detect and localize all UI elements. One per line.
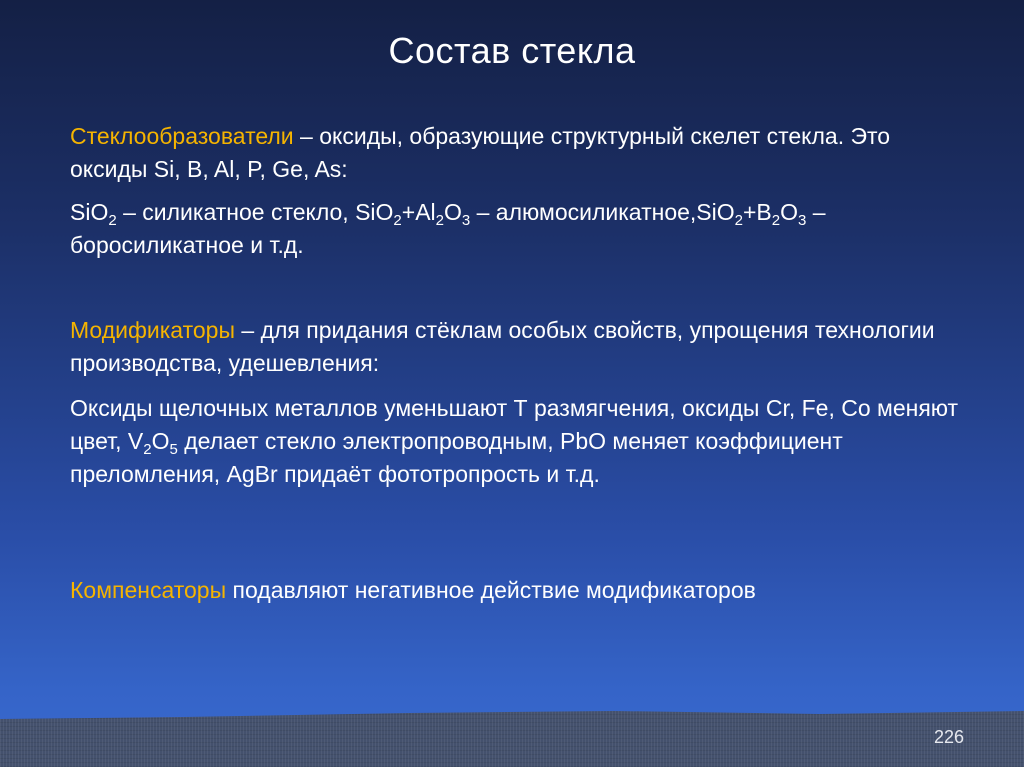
formula-subscript: 3 [798,212,807,229]
oxides-text: Оксиды щелочных металлов уменьшают Т размягчения, оксиды Cr, Fe, Co меняют цвет, V [70,395,959,454]
formula-text: – алюмосиликатное,SiO [470,199,735,225]
formula-subscript: 2 [771,212,781,229]
formula-text: SiO [70,199,109,225]
paragraph-glass-types [70,196,970,262]
formula-text: O [444,199,462,225]
formula-text: +B [742,199,772,225]
term-modifiers: Модификаторы [70,317,235,343]
formula-subscript: 2 [143,441,152,458]
term-compensators: Компенсаторы [70,577,227,603]
paragraph-oxides [70,392,970,491]
glass-formers-text: – оксиды, образующие структурный скелет стекла. Это оксиды Si, B, Al, P, Ge, As: [70,123,891,182]
oxides-text: O [151,428,170,454]
formula-subscript: 2 [108,212,117,229]
formula-subscript: 3 [461,212,471,229]
formula-subscript: 5 [169,441,178,458]
formula-subscript: 2 [435,212,444,229]
oxides-text: делает стекло электропроводным, PbO меняет коэффициент преломления, AgBr придаёт фототропрость и т.д. [70,428,843,487]
formula-text: – боросиликатное и т.д. [70,199,826,258]
paragraph-modifiers [70,314,970,380]
formula-text: +Al [401,199,436,225]
bottom-decor-strip [0,711,1024,767]
formula-subscript: 2 [734,212,743,229]
paragraph-glass-formers [70,120,970,186]
formula-text: O [780,199,798,225]
page-number: 226 [933,727,964,747]
compensators-text: подавляют негативное действие модификаторов [226,577,756,603]
formula-text: – силикатное стекло, SiO [116,199,394,225]
modifiers-text: – для придания стёклам особых свойств, упрощения технологии производства, удешевления: [70,317,935,376]
slide-title: Состав стекла [388,30,636,71]
term-glass-formers: Стеклообразователи [70,123,294,149]
paragraph-compensators [70,574,970,607]
formula-subscript: 2 [393,212,402,229]
